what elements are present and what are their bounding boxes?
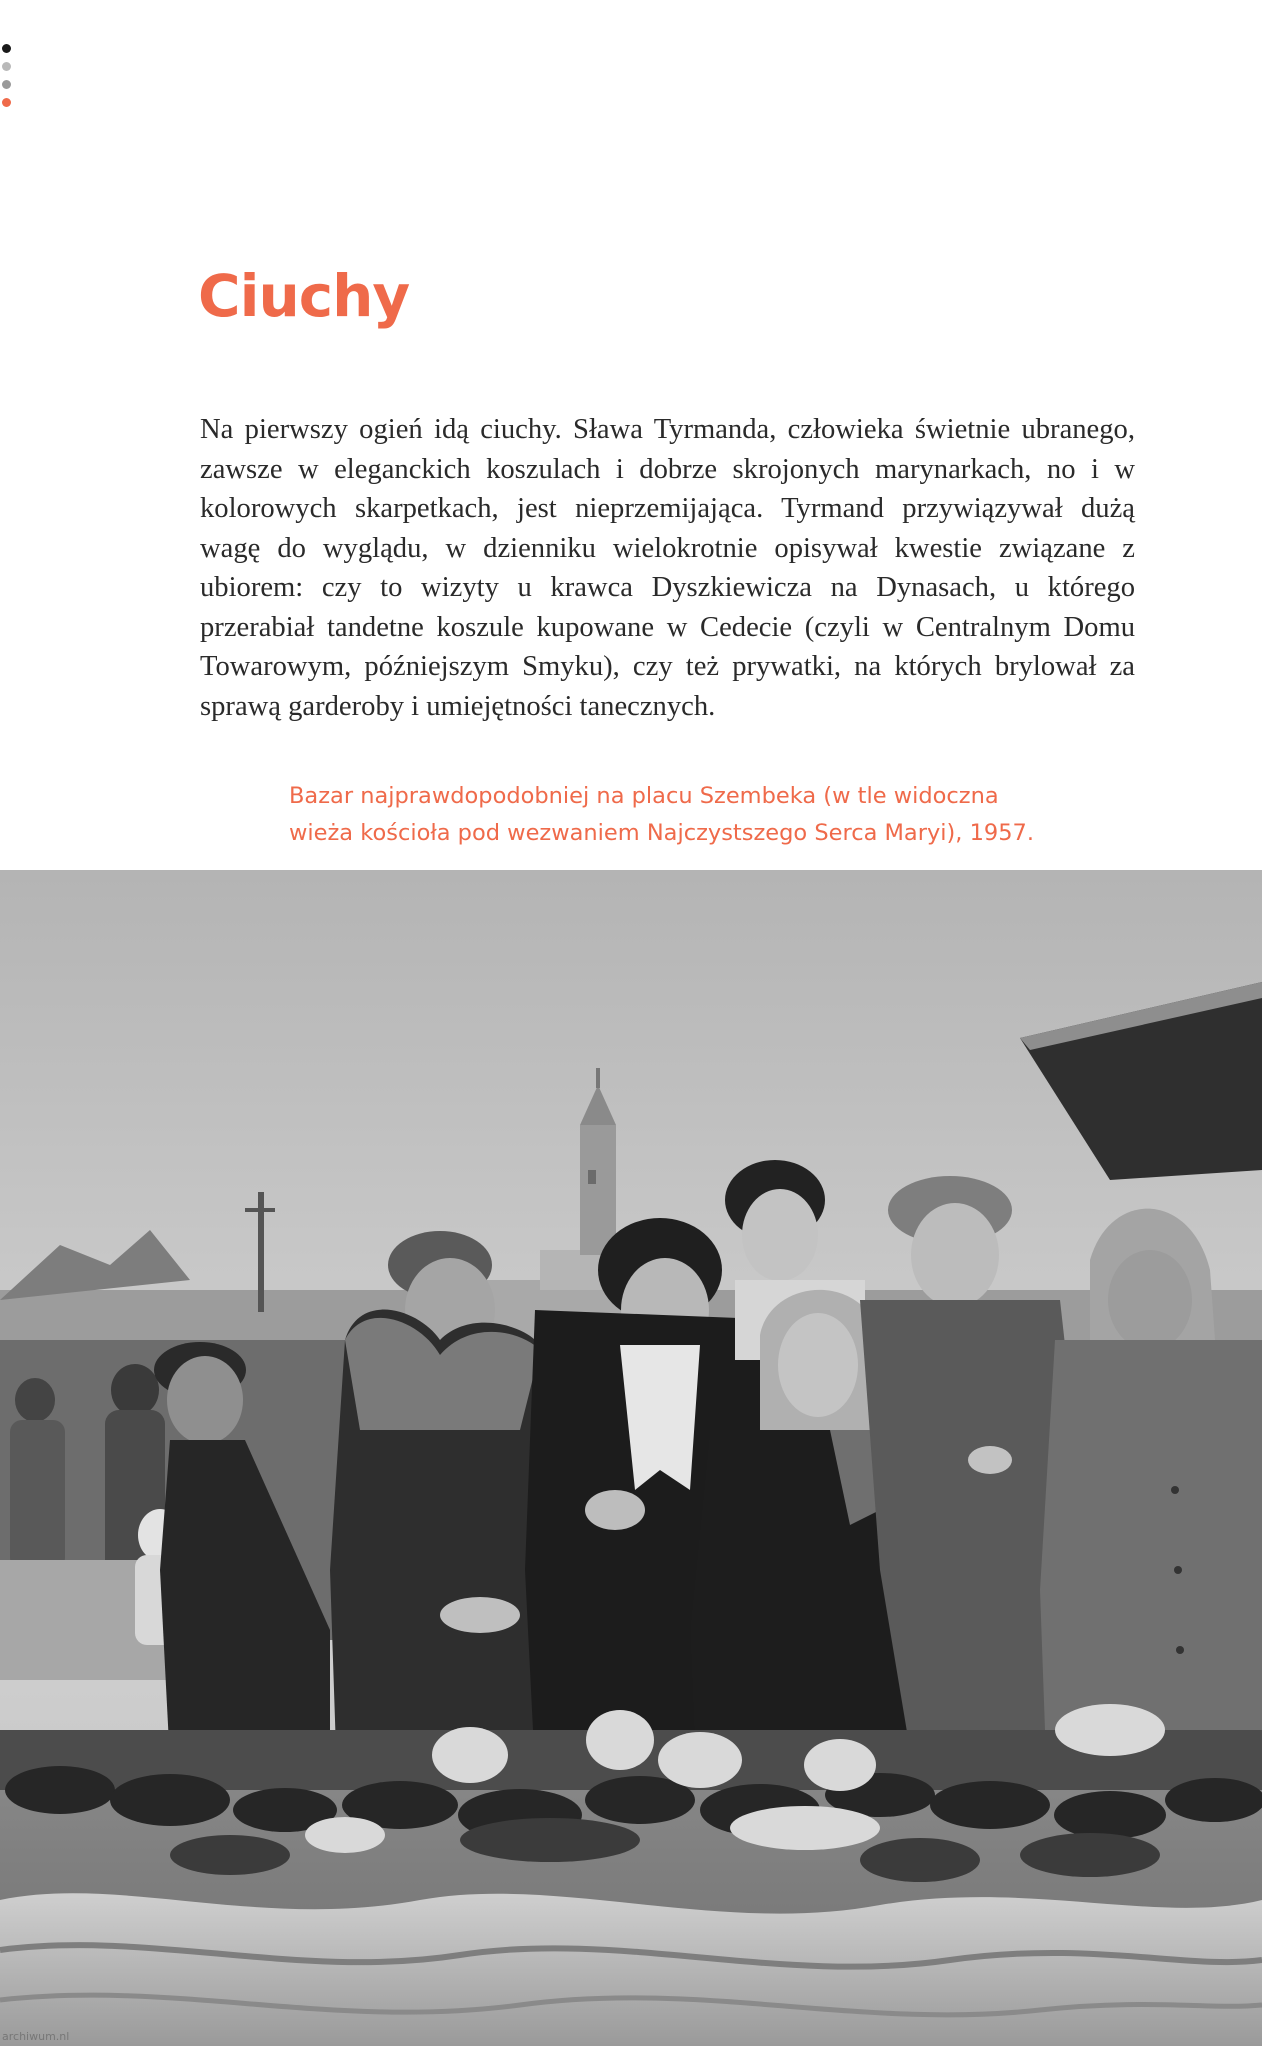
watermark-text: archiwum.nl bbox=[2, 2030, 70, 2043]
dot-marker bbox=[2, 80, 11, 89]
caption-line-1: Bazar najprawdopodobniej na placu Szembeka (w tle widoczna bbox=[289, 783, 999, 809]
bazaar-photograph bbox=[0, 870, 1262, 2046]
shoe-stall-table bbox=[0, 1704, 1262, 2046]
caption-line-2: wieża kościoła pod wezwaniem Najczystszego Serca Maryi), 1957. bbox=[289, 820, 1035, 846]
dot-marker bbox=[2, 62, 11, 71]
body-paragraph: Na pierwszy ogień idą ciuchy. Sława Tyrmanda, człowieka świetnie ubranego, zawsze w eleganckich koszulach i dobrze skrojonych marynarkach, no i w kolorowych skarpetkach, jest nieprzemijająca. Tyrmand przywiązywał dużą wagę do wyglądu, w dzienniku wielokrotnie opisywał kwestie związane z ubiorem: czy to wizyty u krawca Dyszkiewicza na Dynasach, u którego przerabiał tandetne koszule kupowane w Cedecie (czyli w Centralnym Domu Towarowym, późniejszym Smyku), czy też prywatki, na których brylował za sprawą garderoby i umiejętności tanecznych. bbox=[200, 414, 1135, 722]
page-dot-markers bbox=[2, 44, 14, 116]
dot-marker bbox=[2, 98, 11, 107]
dot-marker bbox=[2, 44, 11, 53]
section-title: Ciuchy bbox=[198, 262, 410, 330]
photo-caption bbox=[289, 778, 1089, 852]
